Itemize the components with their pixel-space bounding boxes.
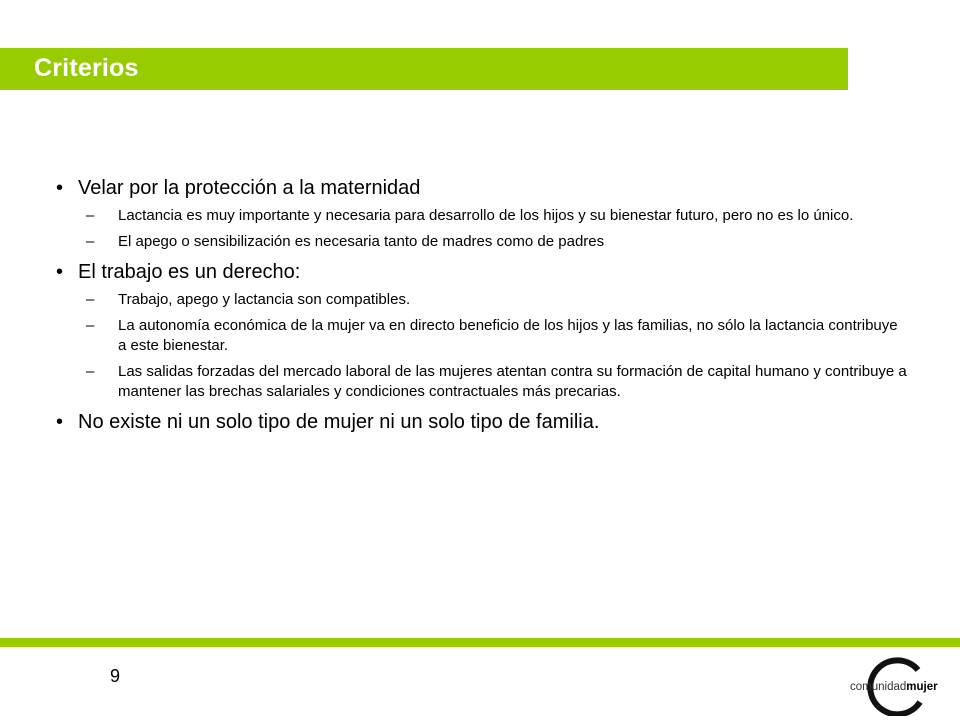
bullet-text: Velar por la protección a la maternidad [78,177,421,199]
sub-bullet-text: Lactancia es muy importante y necesaria para desarrollo de los hijos y su bienestar futuro, pero no es lo único. [118,207,854,224]
slide-title: Criterios [34,54,139,82]
dash-icon: – [86,233,95,250]
footer-bar [0,638,960,647]
sub-bullet-text: Las salidas forzadas del mercado laboral de las mujeres atentan contra su formación de capital humano y contribuye a mantener las brechas salariales y condiciones contractuales más precarias. [118,363,907,400]
page-number: 9 [110,666,121,686]
comunidad-mujer-logo [832,656,944,716]
bullet-item [56,176,916,200]
bullet-icon: • [56,261,64,283]
bullet-text: El trabajo es un derecho: [78,261,301,283]
dash-icon: – [86,317,95,334]
sub-bullet-text: La autonomía económica de la mujer va en directo beneficio de los hijos y las familias, no sólo la lactancia contribuye a este bienestar. [118,317,898,354]
dash-icon: – [86,291,95,308]
logo-text-light: comunidad [850,681,907,693]
bullet-item [56,410,916,434]
bullet-item [56,260,916,284]
logo-text-bold: mujer [906,681,938,693]
sub-bullet-text: El apego o sensibilización es necesaria tanto de madres como de padres [118,233,605,250]
dash-icon: – [86,207,95,224]
svg-text:comunidadmujer [850,681,938,693]
bullet-icon: • [56,177,64,199]
sub-bullet-item [86,362,908,402]
bullet-icon: • [56,411,64,433]
sub-bullet-item [86,316,908,356]
sub-bullet-item [86,206,908,226]
sub-bullet-item [86,290,908,310]
slide-content [56,176,916,440]
title-bar [0,48,848,90]
sub-bullet-text: Trabajo, apego y lactancia son compatibles. [118,291,411,308]
sub-bullet-item [86,232,908,252]
bullet-text: No existe ni un solo tipo de mujer ni un solo tipo de familia. [78,411,600,433]
dash-icon: – [86,363,95,380]
